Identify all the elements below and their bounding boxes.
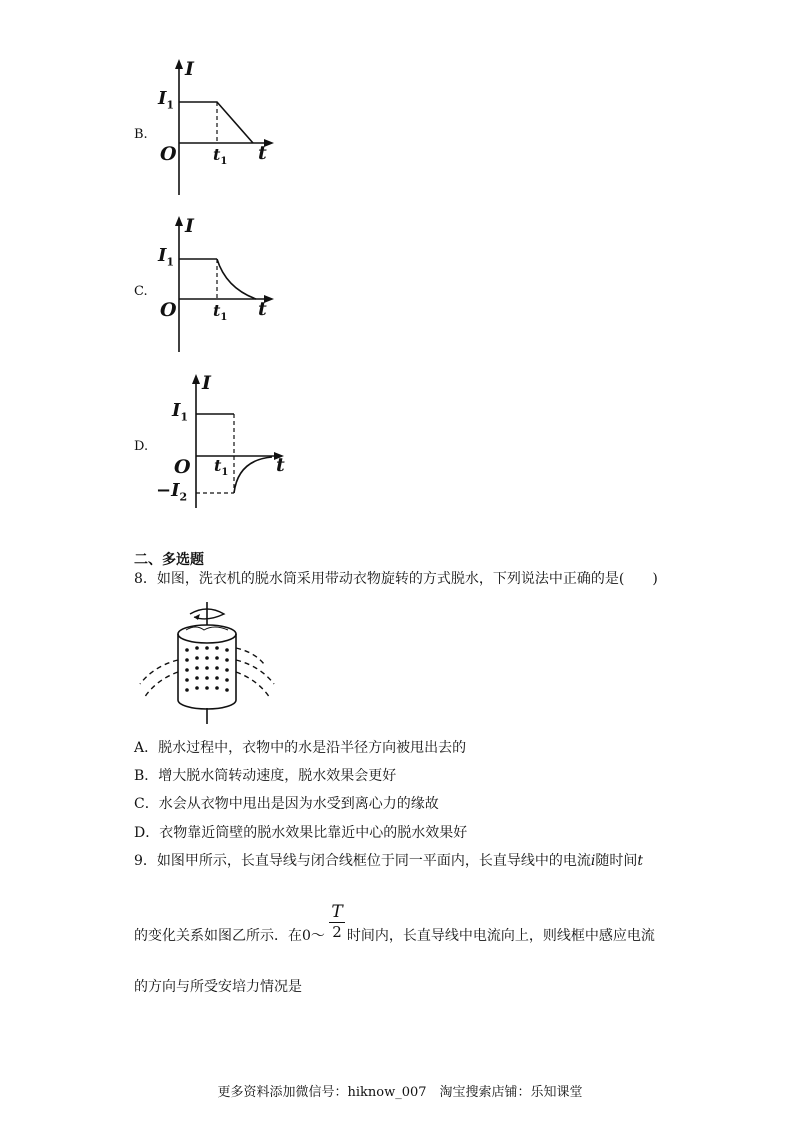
fraction-t-over-2: $\frac{T}{2}$ bbox=[329, 902, 345, 941]
level-label: $I_1$ bbox=[172, 400, 189, 424]
option-b-label: B. bbox=[134, 127, 148, 142]
x-axis-label: t bbox=[258, 298, 267, 320]
level-label: $I_1$ bbox=[158, 88, 175, 112]
q8-option-a: A．脱水过程中，衣物中的水是沿半径方向被甩出去的 bbox=[134, 740, 467, 756]
drum-bottom bbox=[178, 700, 236, 709]
graph-d bbox=[150, 368, 295, 513]
y-axis-label: I bbox=[185, 215, 194, 237]
x-axis-label: t bbox=[276, 454, 285, 476]
drum-holes bbox=[185, 646, 229, 692]
y-axis-arrow bbox=[175, 216, 183, 226]
footer-ad: 更多资料添加微信号：hiknow_007 淘宝搜索店铺：乐知课堂 bbox=[217, 1085, 583, 1100]
option-c-label: C. bbox=[134, 284, 148, 299]
q9-line2: 的变化关系如图乙所示．在0～ 时间内，长直导线中电流向上，则线框中感应电流 bbox=[134, 928, 655, 944]
water-trajectories bbox=[140, 648, 274, 698]
origin-label: O bbox=[174, 456, 191, 478]
time-label: $t_1$ bbox=[213, 301, 228, 324]
x-axis-label: t bbox=[258, 142, 267, 164]
q8-option-c: C．水会从衣物中甩出是因为水受到离心力的缘故 bbox=[134, 796, 439, 812]
section-title: 二、多选题 bbox=[134, 552, 204, 568]
option-d-label: D. bbox=[134, 439, 149, 454]
current-decay bbox=[217, 259, 256, 299]
q9-line3: 的方向与所受安培力情况是 bbox=[134, 979, 302, 995]
drum-top bbox=[178, 625, 236, 643]
q8-option-d: D．衣物靠近筒壁的脱水效果比靠近中心的脱水效果好 bbox=[134, 825, 468, 841]
spin-dryer-figure bbox=[134, 600, 294, 734]
origin-label: O bbox=[160, 299, 177, 321]
current-curve bbox=[179, 102, 253, 143]
y-axis-arrow bbox=[192, 374, 200, 384]
graph-b bbox=[150, 55, 290, 200]
level-label: $I_1$ bbox=[158, 245, 175, 269]
q8-stem: 8．如图，洗衣机的脱水筒采用带动衣物旋转的方式脱水，下列说法中正确的是( ) bbox=[134, 571, 658, 587]
current-negative-decay bbox=[234, 457, 272, 493]
y-axis-label: I bbox=[202, 372, 211, 394]
neg-level-label: $-I_2$ bbox=[156, 480, 188, 504]
q9-line1: 9．如图甲所示，长直导线与闭合线框位于同一平面内，长直导线中的电流i随时间t bbox=[134, 853, 644, 869]
origin-label: O bbox=[160, 143, 177, 165]
time-label: $t_1$ bbox=[213, 145, 228, 168]
q8-option-b: B．增大脱水筒转动速度，脱水效果会更好 bbox=[134, 768, 397, 784]
graph-c bbox=[150, 212, 290, 357]
y-axis-label: I bbox=[185, 58, 194, 80]
time-label: $t_1$ bbox=[214, 456, 229, 479]
y-axis-arrow bbox=[175, 59, 183, 69]
